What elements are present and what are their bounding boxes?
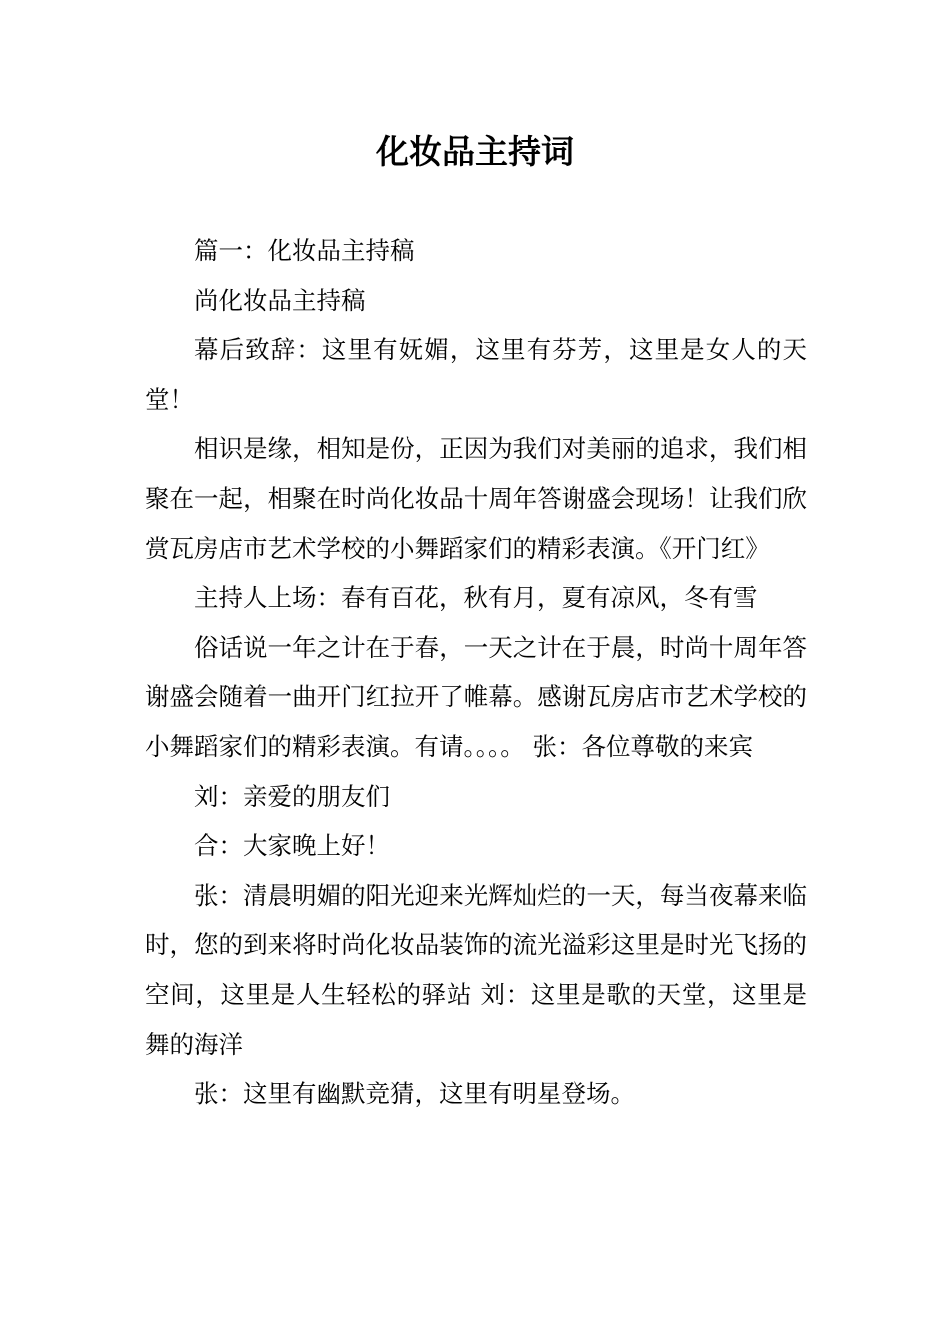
paragraph-joint-greeting: 合：大家晚上好！ [194,831,390,861]
paragraph-opening-remarks: 幕后致辞：这里有妩媚，这里有芬芳，这里是女人的天堂！ [145,335,807,414]
paragraph-proverb: 俗话说一年之计在于春，一天之计在于晨，时尚十周年答谢盛会随着一曲开门红拉开了帷幕。感谢瓦房店市艺术学校的小舞蹈家们的精彩表演。有请。。。。 张：各位尊敬的来宾 [145,632,807,761]
paragraph-liu-greeting: 刘：亲爱的朋友们 [194,781,390,811]
document-body [145,226,807,1119]
paragraph-section-heading: 篇一：化妆品主持稿 [194,236,415,265]
document-title: 化妆品主持词 [376,132,574,171]
paragraph-host-entrance: 主持人上场：春有百花，秋有月，夏有凉风，冬有雪 [194,583,758,613]
paragraph-subheading: 尚化妆品主持稿 [194,285,366,315]
paragraph-zhang-closing: 张：这里有幽默竞猜，这里有明星登场。 [194,1079,635,1109]
paragraph-welcome: 相识是缘，相知是份，正因为我们对美丽的追求，我们相聚在一起，相聚在时尚化妆品十周年答谢盛会现场！让我们欣赏瓦房店市艺术学校的小舞蹈家们的精彩表演。《开门红》 [145,434,807,563]
paragraph-zhang-morning: 张：清晨明媚的阳光迎来光辉灿烂的一天，每当夜幕来临时，您的到来将时尚化妆品装饰的流光溢彩这里是时光飞扬的空间，这里是人生轻松的驿站 刘：这里是歌的天堂，这里是舞的海洋 [145,880,807,1059]
